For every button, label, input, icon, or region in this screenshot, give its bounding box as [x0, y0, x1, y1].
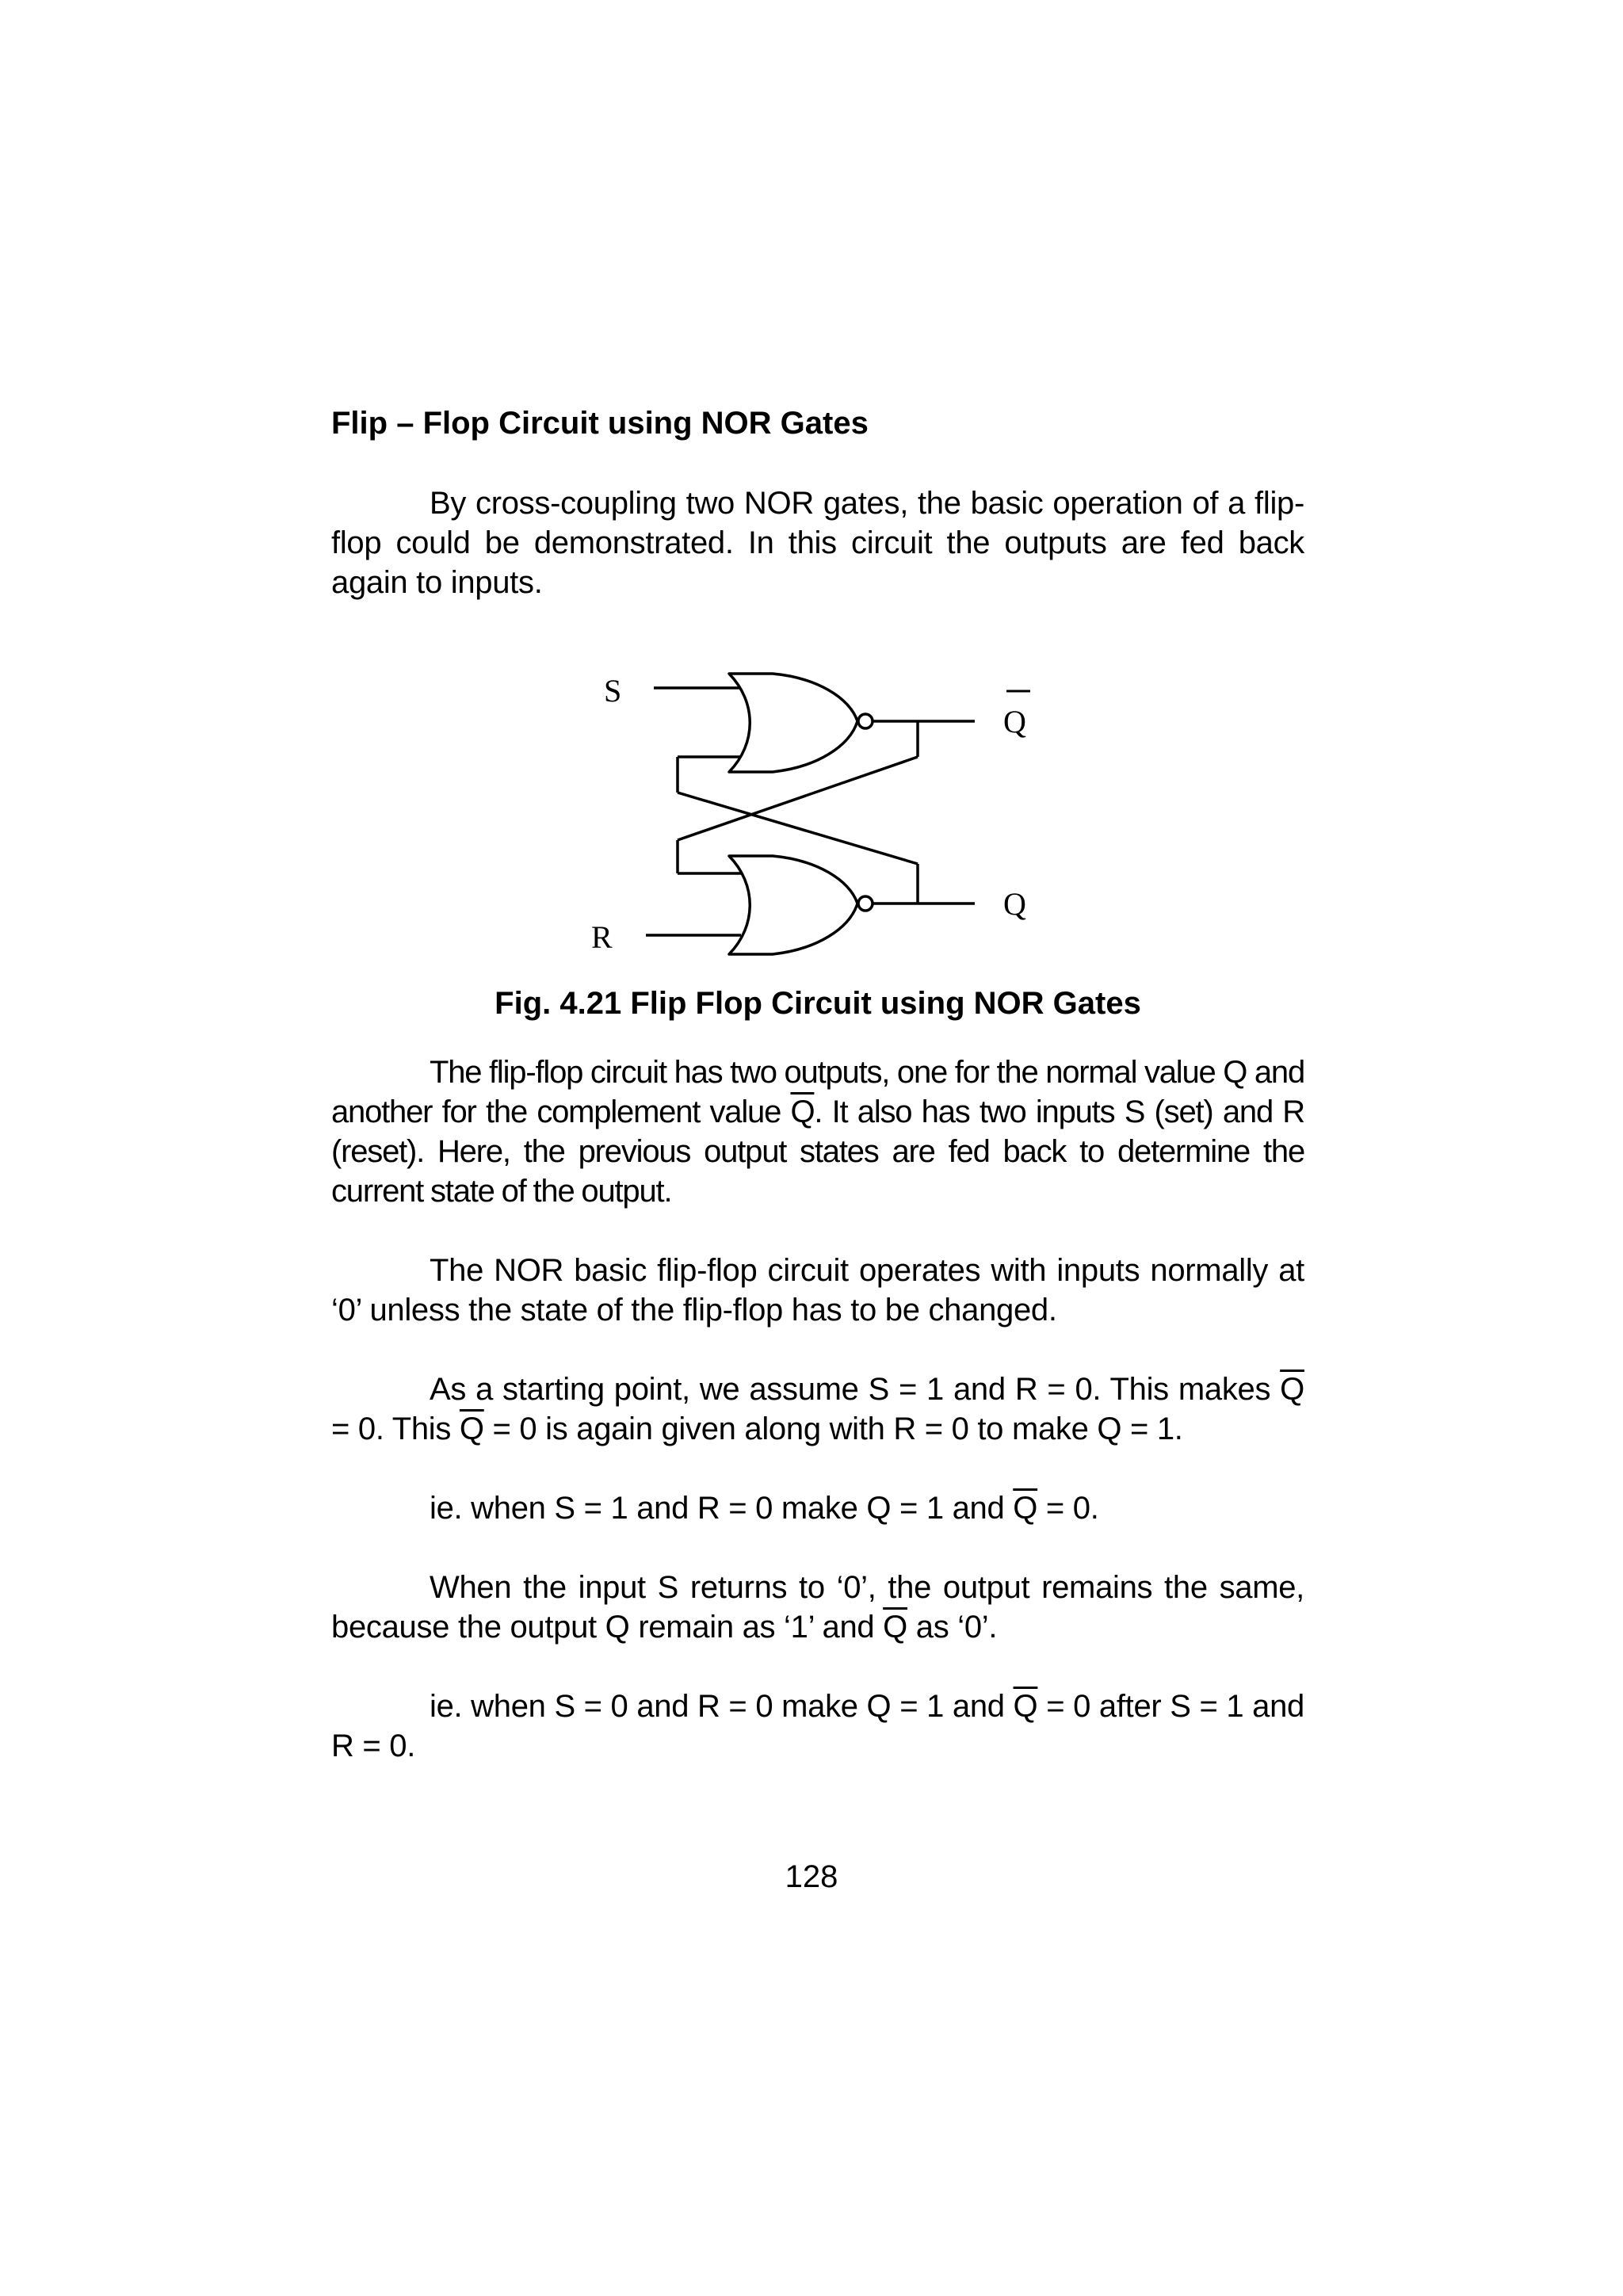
label-q-bar: Q [1003, 704, 1026, 739]
label-r: R [591, 919, 613, 955]
q-bar-symbol: $\overline{Q}$ [1013, 1689, 1038, 1724]
paragraph-case-hold: ie. when S = 0 and R = 0 make Q = 1 and $\overline{Q} = 0$ after S = 1 and R = 0. [331, 1689, 1304, 1763]
nor-gate-bottom [729, 856, 857, 954]
q-bar-symbol: $\overline{Q}$ [459, 1412, 484, 1446]
inversion-bubble-bottom [858, 896, 873, 911]
paragraph-case-set: ie. when S = 1 and R = 0 make Q = 1 and $\overline{Q} = 0$. [430, 1491, 1099, 1526]
paragraph-outputs: The flip-flop circuit has two outputs, one for the normal value Q and another for the complement value $\overline{Q}$. It also has two inputs S (set) and R (reset). Here, the previous output states are fed back to determine the current state of the output. [331, 1055, 1304, 1209]
label-s: S [604, 673, 622, 709]
q-bar-symbol: $\overline{Q}$ [883, 1610, 907, 1645]
nor-gate-top [729, 674, 857, 772]
intro-paragraph: By cross-coupling two NOR gates, the basic operation of a flip-flop could be demonstrated. In this circuit the outputs are fed back again to inputs. [331, 486, 1304, 600]
q-bar-symbol: $\overline{Q}$ [1013, 1491, 1038, 1526]
paragraph-operation: The NOR basic flip-flop circuit operates with inputs normally at ‘0’ unless the state of the flip-flop has to be changed. [331, 1253, 1304, 1328]
inversion-bubble-top [858, 714, 873, 728]
nor-flip-flop-diagram [0, 0, 1623, 991]
q-bar-symbol: $\overline{Q}$ [790, 1095, 815, 1129]
paragraph-s-returns: When the input S returns to ‘0’, the output remains the same, because the output Q remain as ‘1’ and $\overline{Q}$ as ‘0’. [331, 1570, 1304, 1645]
figure-caption: Fig. 4.21 Flip Flop Circuit using NOR Gates [495, 986, 1141, 1021]
paragraph-starting-point: As a starting point, we assume S = 1 and R = 0. This makes $\overline{Q} = 0$. This $\overline{Q} = 0$ is again given along with R = 0 to make Q = 1. [331, 1372, 1304, 1446]
label-q: Q [1003, 886, 1026, 922]
q-bar-symbol: $\overline{Q}$ [1280, 1372, 1304, 1407]
section-heading: Flip – Flop Circuit using NOR Gates [331, 406, 869, 441]
page-number: 128 [785, 1859, 838, 1894]
